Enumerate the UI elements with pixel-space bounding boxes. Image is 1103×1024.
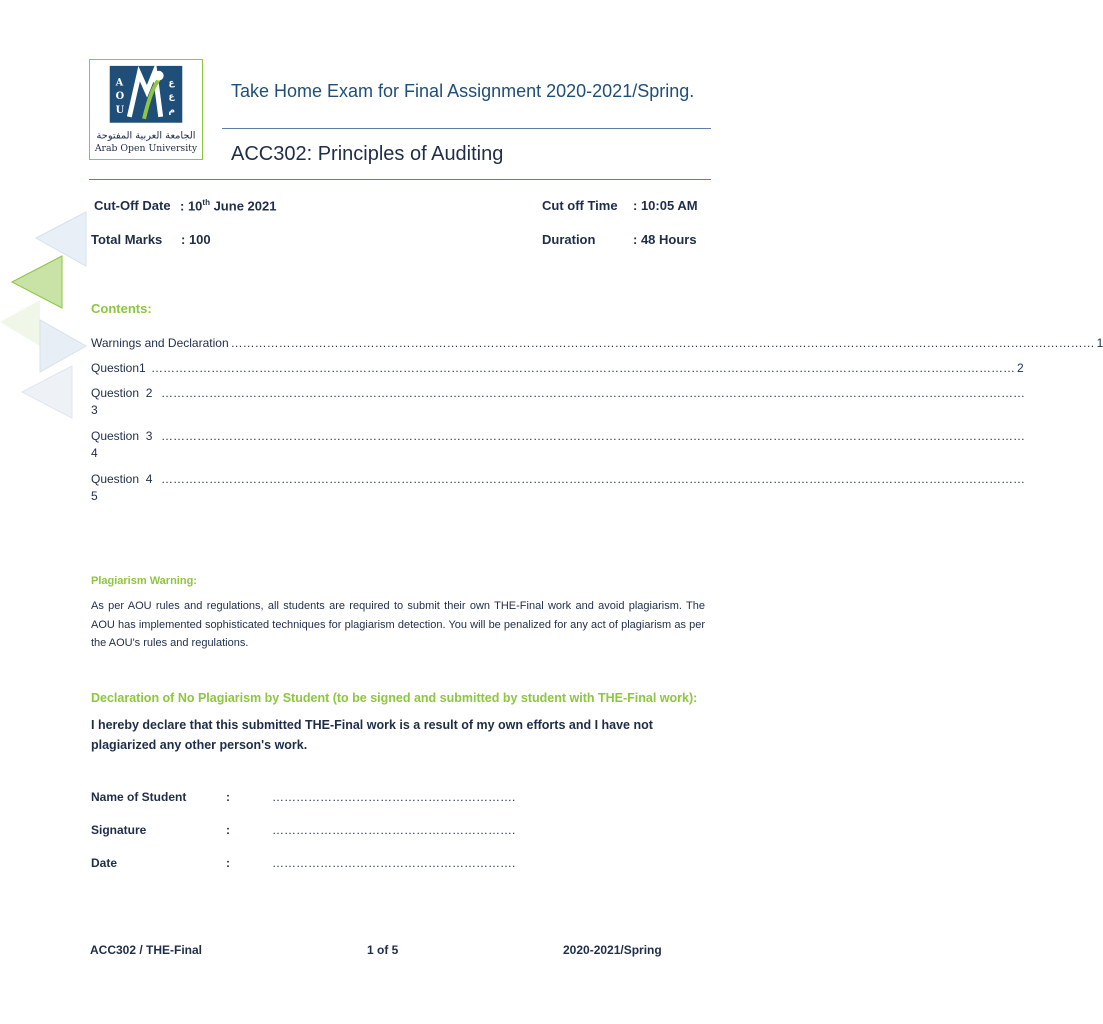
logo-letter-u: U	[115, 104, 125, 116]
total-marks-label: Total Marks	[91, 232, 163, 247]
toc-leader: ………………………………………………………………………………………………………………………………………………………………………………………………	[161, 386, 1026, 400]
university-logo	[89, 59, 203, 160]
course-title: ACC302: Principles of Auditing	[231, 143, 504, 165]
duration-label: Duration	[542, 232, 596, 247]
cutoff-date-label: Cut-Off Date	[94, 198, 171, 213]
toc-leader: ………………………………………………………………………………………………………………………………………………………………………………………………	[230, 336, 1095, 350]
declaration-body: I hereby declare that this submitted THE-Final work is a result of my own efforts and I have not plagiarized any other person's work.	[91, 718, 653, 752]
plagiarism-warning-body: As per AOU rules and regulations, all students are required to submit their own THE-Final work and avoid plagiarism. The AOU has implemented sophisticated techniques for plagiarism detection. You will be penalized for any act of plagiarism as per the AOU's rules and regulations.	[91, 600, 705, 649]
header-divider-top	[222, 128, 711, 129]
declaration-heading: Declaration of No Plagiarism by Student (to be signed and submitted by student with THE-Final work):	[91, 691, 698, 705]
plagiarism-warning-heading: Plagiarism Warning:	[91, 575, 197, 587]
decorative-triangles	[0, 0, 80, 420]
toc-page-question-3: 4	[91, 446, 98, 460]
duration-value: : 48 Hours	[633, 232, 697, 247]
logo-letter-a: A	[115, 77, 124, 89]
toc-item-question-4[interactable]: Question 4 ………………………………………………………………………………………………………………………………………………………………………………………………	[91, 472, 1026, 486]
cutoff-time-value: : 10:05 AM	[633, 198, 698, 213]
toc-leader: ………………………………………………………………………………………………………………………………………………………………………………………………	[161, 472, 1026, 486]
footer-course-code: ACC302 / THE-Final	[90, 943, 203, 957]
contents-heading: Contents:	[91, 301, 152, 316]
toc-item-warnings[interactable]: Warnings and Declaration ……………………………………………………………………………………………………………………………………………………………………………………………… 1	[91, 336, 1103, 350]
toc-leader: ………………………………………………………………………………………………………………………………………………………………………………………………	[151, 361, 1016, 375]
svg-text:م: م	[168, 105, 176, 116]
total-marks-value: : 100	[181, 232, 211, 247]
cutoff-date-value: : 10th June 2021	[180, 198, 277, 214]
header-divider-bottom	[89, 179, 711, 180]
toc-page-question-2: 3	[91, 403, 98, 417]
toc-item-question-3[interactable]: Question 3 ………………………………………………………………………………………………………………………………………………………………………………………………	[91, 429, 1026, 443]
exam-title: Take Home Exam for Final Assignment 2020-2021/Spring.	[231, 81, 695, 101]
toc-item-question-1[interactable]: Question1 ……………………………………………………………………………………………………………………………………………………………………………………………… 2	[91, 361, 1024, 375]
toc-page-question-4: 5	[91, 489, 98, 503]
logo-arabic-name: الجامعة العربية المفتوحة	[96, 130, 196, 142]
logo-letter-o: O	[115, 91, 125, 103]
logo-english-name: Arab Open University	[94, 143, 198, 155]
cutoff-time-label: Cut off Time	[542, 198, 618, 213]
toc-leader: ………………………………………………………………………………………………………………………………………………………………………………………………	[161, 429, 1026, 443]
toc-item-question-2[interactable]: Question 2 ………………………………………………………………………………………………………………………………………………………………………………………………	[91, 386, 1026, 400]
svg-text:ع: ع	[168, 78, 175, 89]
footer-term: 2020-2021/Spring	[563, 943, 662, 957]
footer-page-number: 1 of 5	[367, 943, 399, 957]
svg-text:ع: ع	[168, 92, 175, 103]
